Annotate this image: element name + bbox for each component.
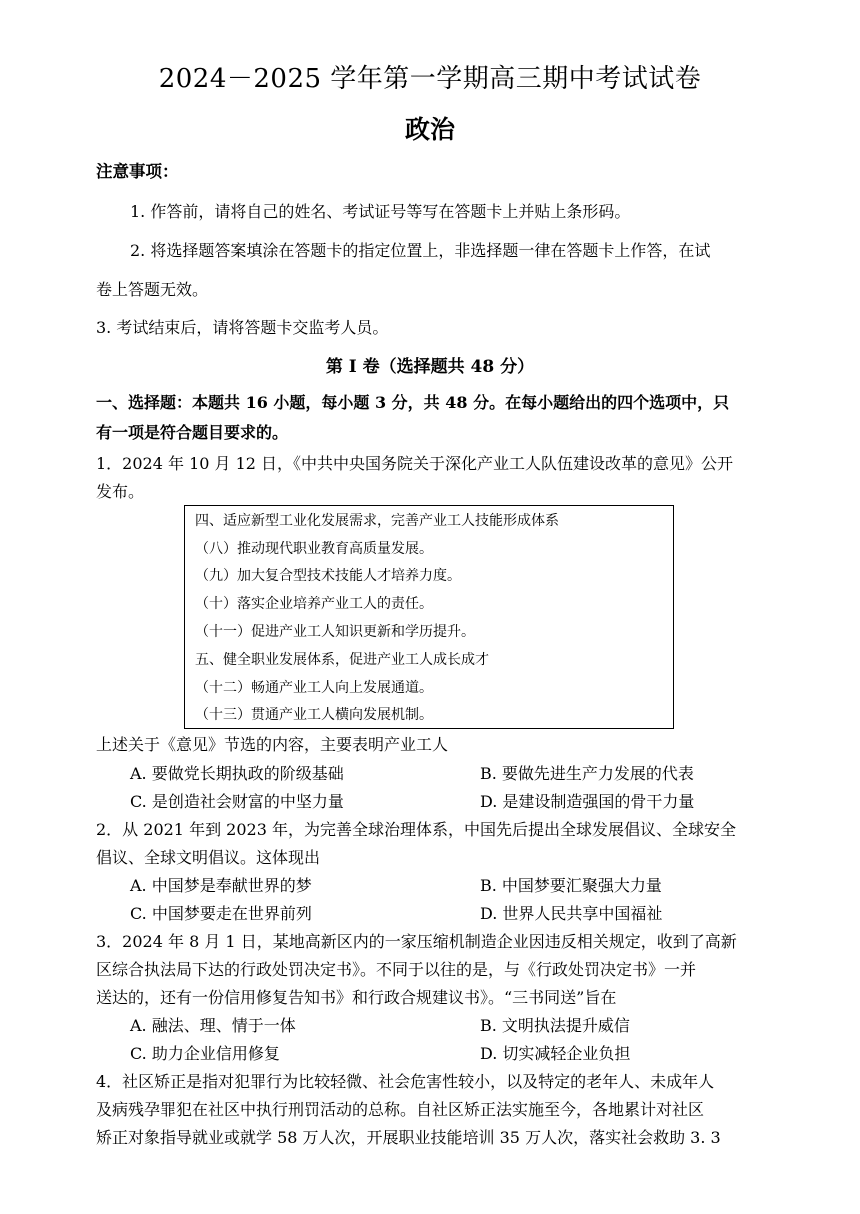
excerpt-line: （十三）贯通产业工人横向发展机制。 xyxy=(195,707,433,723)
q3-stem-line-2: 区综合执法局下达的行政处罚决定书》。不同于以往的是，与《行政处罚决定书》一并 xyxy=(96,960,697,979)
q1-stem-line-2: 发布。 xyxy=(96,482,145,501)
q1-stem-line-1: 1．2024 年 10 月 12 日，《中共中央国务院关于深化产业工人队伍建设改革的意见》公开 xyxy=(96,454,734,473)
q4-stem-line-1: 4．社区矫正是指对犯罪行为比较轻微、社会危害性较小，以及特定的老年人、未成年人 xyxy=(96,1072,715,1091)
excerpt-line: （十）落实企业培养产业工人的责任。 xyxy=(195,596,433,612)
excerpt-line: 四、适应新型工业化发展需求，完善产业工人技能形成体系 xyxy=(195,513,559,529)
q3-stem-line-3: 送达的，还有一份信用修复告知书》和行政合规建议书》。“三书同送”旨在 xyxy=(96,988,617,1007)
notice-item-1: 1. 作答前，请将自己的姓名、考试证号等写在答题卡上并贴上条形码。 xyxy=(130,202,631,221)
q2-option-b[interactable]: B. 中国梦要汇聚强大力量 xyxy=(480,876,662,895)
q3-option-a[interactable]: A. 融法、理、情于一体 xyxy=(130,1016,296,1035)
q1-option-d[interactable]: D. 是建设制造强国的骨干力量 xyxy=(480,792,695,811)
excerpt-line: （十二）畅通产业工人向上发展通道。 xyxy=(195,680,433,696)
section-instructions-line-1: 一、选择题：本题共 16 小题，每小题 3 分，共 48 分。在每小题给出的四个选项中，只 xyxy=(96,393,730,412)
part-title: 第 I 卷（选择题共 48 分） xyxy=(325,357,535,377)
q1-question: 上述关于《意见》节选的内容，主要表明产业工人 xyxy=(96,735,449,754)
notice-heading: 注意事项： xyxy=(96,162,179,181)
q1-option-b[interactable]: B. 要做先进生产力发展的代表 xyxy=(480,764,694,783)
q1-option-a[interactable]: A. 要做党长期执政的阶级基础 xyxy=(130,764,344,783)
q2-option-c[interactable]: C. 中国梦要走在世界前列 xyxy=(130,904,312,923)
excerpt-line: 五、健全职业发展体系，促进产业工人成长成才 xyxy=(195,652,489,668)
exam-title: 2024－2025 学年第一学期高三期中考试试卷 xyxy=(158,64,702,94)
q3-stem-line-1: 3．2024 年 8 月 1 日，某地高新区内的一家压缩机制造企业因违反相关规定，收到了高新 xyxy=(96,932,737,951)
notice-item-3: 3. 考试结束后，请将答题卡交监考人员。 xyxy=(96,318,389,337)
section-instructions-line-2: 有一项是符合题目要求的。 xyxy=(96,423,289,442)
q4-stem-line-3: 矫正对象指导就业或就学 58 万人次，开展职业技能培训 35 万人次，落实社会救助 3. 3 xyxy=(96,1128,721,1147)
q1-excerpt-box xyxy=(184,505,674,729)
q2-stem-line-1: 2．从 2021 年到 2023 年，为完善全球治理体系，中国先后提出全球发展倡议、全球安全 xyxy=(96,820,736,839)
excerpt-line: （九）加大复合型技术技能人才培养力度。 xyxy=(195,568,461,584)
q3-option-c[interactable]: C. 助力企业信用修复 xyxy=(130,1044,280,1063)
excerpt-line: （八）推动现代职业教育高质量发展。 xyxy=(195,541,433,557)
q2-option-a[interactable]: A. 中国梦是奉献世界的梦 xyxy=(130,876,312,895)
notice-item-2-line-2: 卷上答题无效。 xyxy=(96,280,209,299)
q1-option-c[interactable]: C. 是创造社会财富的中坚力量 xyxy=(130,792,344,811)
q3-option-d[interactable]: D. 切实减轻企业负担 xyxy=(480,1044,631,1063)
subject-title: 政治 xyxy=(404,115,455,144)
q2-stem-line-2: 倡议、全球文明倡议。这体现出 xyxy=(96,848,321,867)
notice-item-2-line-1: 2. 将选择题答案填涂在答题卡的指定位置上，非选择题一律在答题卡上作答，在试 xyxy=(130,241,711,260)
excerpt-line: （十一）促进产业工人知识更新和学历提升。 xyxy=(195,624,475,640)
q3-option-b[interactable]: B. 文明执法提升威信 xyxy=(480,1016,630,1035)
q4-stem-line-2: 及病残孕罪犯在社区中执行刑罚活动的总称。自社区矫正法实施至今，各地累计对社区 xyxy=(96,1100,705,1119)
q2-option-d[interactable]: D. 世界人民共享中国福祉 xyxy=(480,904,663,923)
